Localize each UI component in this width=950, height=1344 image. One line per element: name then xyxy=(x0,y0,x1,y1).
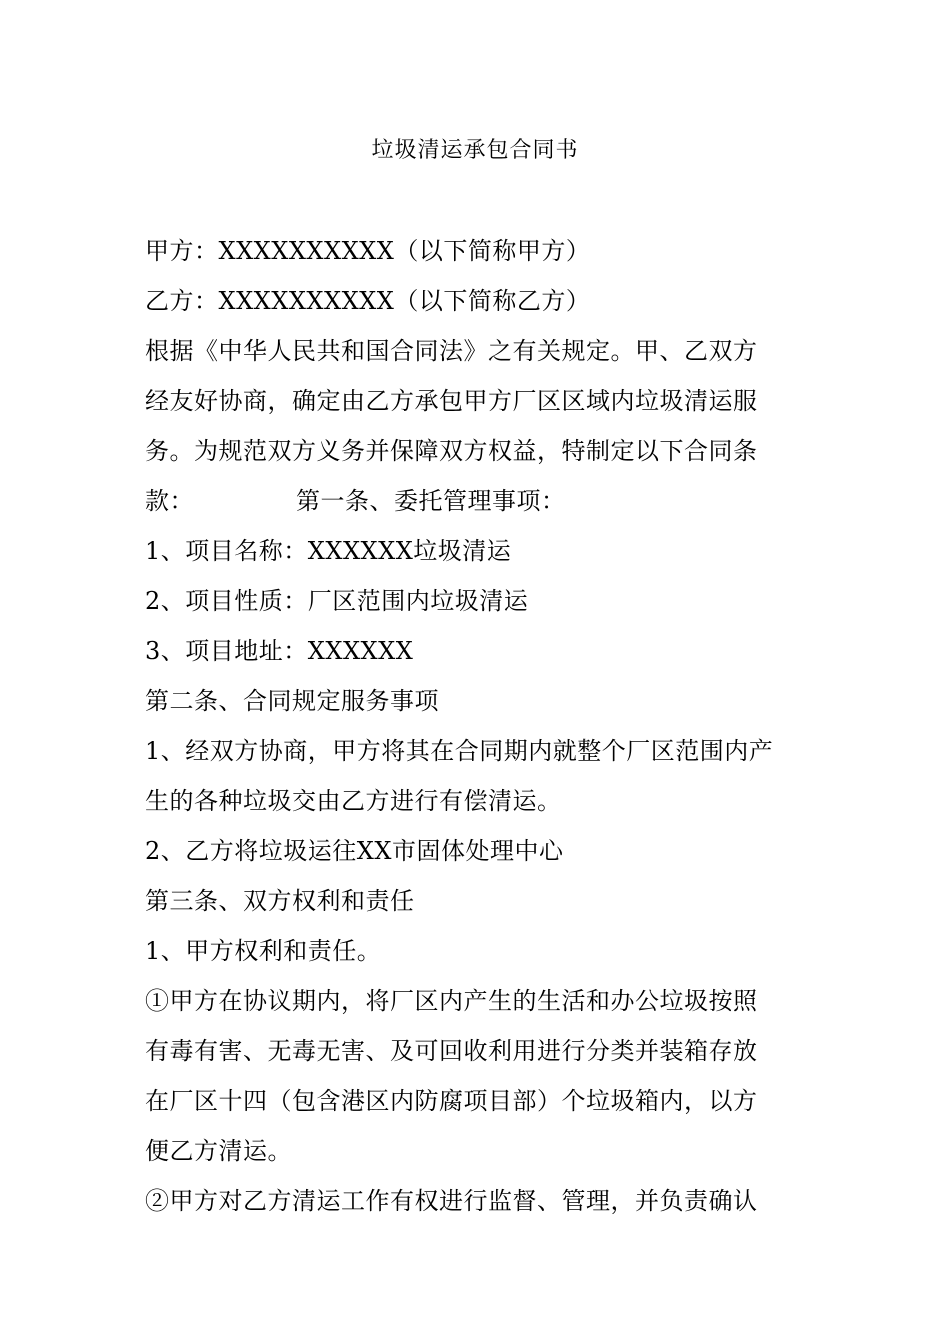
party-b-line: 乙方：XXXXXXXXXX（以下简称乙方） xyxy=(145,287,591,315)
article-3-item-1: 1、甲方权利和责任。 xyxy=(145,937,382,965)
party-a-line: 甲方：XXXXXXXXXX（以下简称甲方） xyxy=(145,237,591,265)
article-2-item-1-line-2: 生的各种垃圾交由乙方进行有偿清运。 xyxy=(145,787,562,815)
article-3-heading: 第三条、双方权利和责任 xyxy=(145,887,415,915)
article-1-item-2: 2、项目性质：厂区范围内垃圾清运 xyxy=(145,587,529,615)
article-2-item-1-line-1: 1、经双方协商，甲方将其在合同期内就整个厂区范围内产 xyxy=(145,737,774,765)
article-1-item-3: 3、项目地址：XXXXXX xyxy=(145,637,414,665)
clause-1-line-1: ①甲方在协议期内，将厂区内产生的生活和办公垃圾按照 xyxy=(145,987,758,1015)
clause-1-line-3: 在厂区十四（包含港区内防腐项目部）个垃圾箱内，以方 xyxy=(145,1087,758,1115)
article-1-item-1: 1、项目名称：XXXXXX垃圾清运 xyxy=(145,537,512,565)
preamble-line-2: 经友好协商，确定由乙方承包甲方厂区区域内垃圾清运服 xyxy=(145,387,758,415)
clause-1-line-2: 有毒有害、无毒无害、及可回收利用进行分类并装箱存放 xyxy=(145,1037,758,1065)
article-2-heading: 第二条、合同规定服务事项 xyxy=(145,687,439,715)
document-title: 垃圾清运承包合同书 xyxy=(371,138,579,163)
preamble-end: 款： xyxy=(145,487,194,515)
preamble-line-1: 根据《中华人民共和国合同法》之有关规定。甲、乙双方 xyxy=(145,337,758,365)
article-1-heading: 第一条、委托管理事项： xyxy=(296,487,566,515)
clause-2-line-1: ②甲方对乙方清运工作有权进行监督、管理，并负责确认 xyxy=(145,1187,758,1215)
preamble-line-3: 务。为规范双方义务并保障双方权益，特制定以下合同条 xyxy=(145,437,758,465)
article-2-item-2: 2、乙方将垃圾运往XX市固体处理中心 xyxy=(145,837,564,865)
clause-1-line-4: 便乙方清运。 xyxy=(145,1137,292,1165)
preamble-line-4 xyxy=(145,476,825,526)
document-body xyxy=(145,226,825,1226)
